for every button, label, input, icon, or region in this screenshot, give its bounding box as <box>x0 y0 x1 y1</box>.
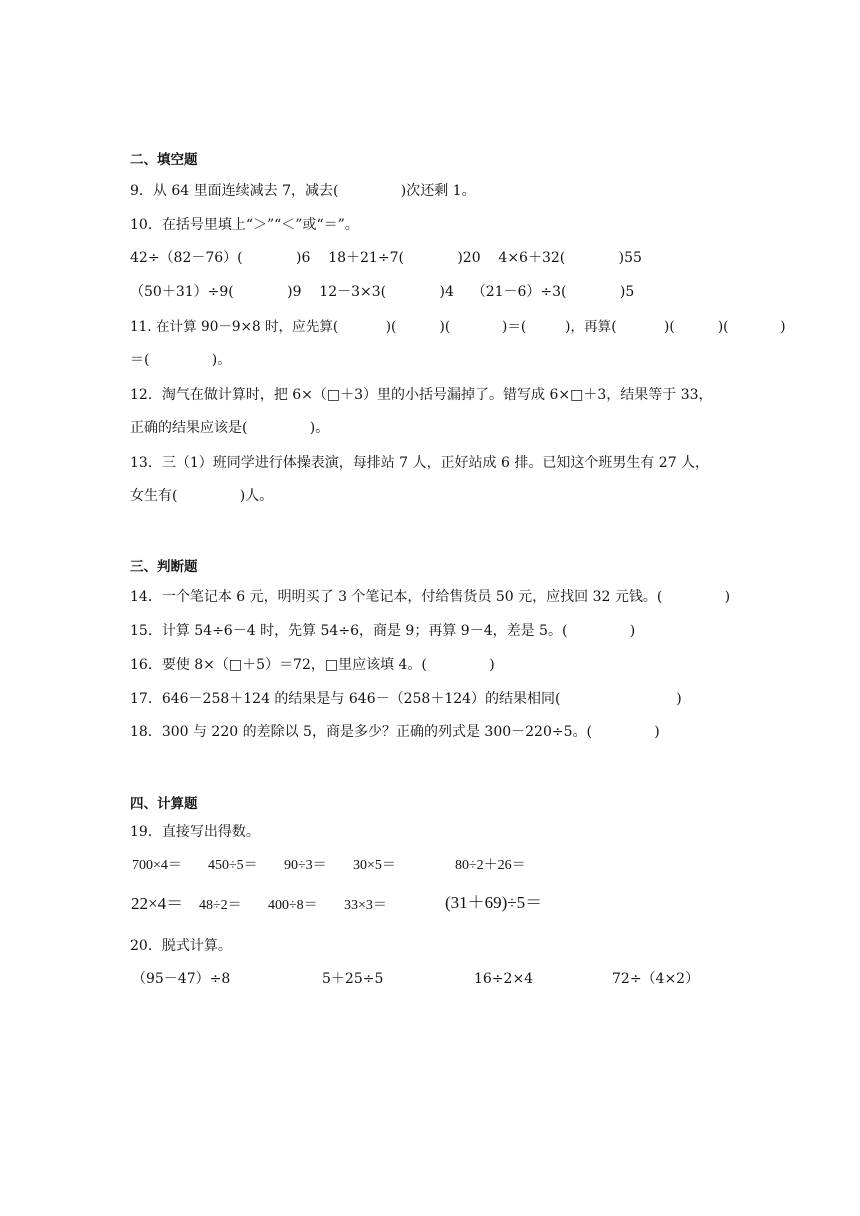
question-11-line-2: ＝( )。 <box>130 352 232 368</box>
calc-item: 450÷5＝ <box>208 858 258 873</box>
calc-item: 22×4＝ <box>131 894 184 913</box>
expression-item: 16÷2×4 <box>474 971 534 987</box>
expression-item: 5＋25÷5 <box>322 971 384 987</box>
question-15: 15．计算 54÷6－4 时，先算 54÷6，商是 9；再算 9－4，差是 5。( ) <box>130 623 636 639</box>
question-13-line-1: 13．三（1）班同学进行体操表演，每排站 7 人，正好站成 6 排。已知这个班男生有 27 人， <box>130 455 710 471</box>
question-9: 9．从 64 里面连续减去 7，减去( )次还剩 1。 <box>130 183 476 199</box>
question-19: 19．直接写出得数。 <box>130 824 260 840</box>
question-13-line-2: 女生有( )人。 <box>130 488 274 504</box>
calc-item: 80÷2＋26＝ <box>455 858 526 873</box>
section-3-heading: 三、判断题 <box>130 559 198 575</box>
calc-item: 90÷3＝ <box>284 858 327 873</box>
calc-item: 700×4＝ <box>132 858 182 873</box>
calc-item: 48÷2＝ <box>199 898 242 913</box>
calc-item: 33×3＝ <box>344 898 387 913</box>
expression-item: 72÷（4×2） <box>612 971 700 987</box>
question-10-row-2: （50＋31）÷9( )9 12－3×3( )4 （21－6）÷3( )5 <box>130 284 635 300</box>
expression-item: （95－47）÷8 <box>132 971 231 987</box>
question-16: 16．要使 8×（□＋5）＝72，□里应该填 4。( ) <box>130 657 495 673</box>
question-10-row-1: 42÷（82－76）( )6 18＋21÷7( )20 4×6＋32( )55 <box>130 250 642 266</box>
question-18: 18．300 与 220 的差除以 5，商是多少？正确的列式是 300－220÷5。( ) <box>130 724 660 740</box>
question-12-line-2: 正确的结果应该是( )。 <box>130 420 330 436</box>
question-17: 17．646－258＋124 的结果是与 646－（258＋124）的结果相同( ) <box>130 691 682 707</box>
section-4-heading: 四、计算题 <box>130 796 198 812</box>
question-20: 20．脱式计算。 <box>130 938 232 954</box>
question-10: 10．在括号里填上“＞”“＜”或“＝”。 <box>130 217 359 233</box>
question-11-line-1: 11. 在计算 90－9×8 时，应先算( )( )( )＝( )，再算( )( )( ) <box>130 319 786 335</box>
calc-item: (31＋69)÷5＝ <box>445 893 543 912</box>
calc-item: 400÷8＝ <box>268 898 318 913</box>
section-2-heading: 二、填空题 <box>130 152 198 168</box>
calc-item: 30×5＝ <box>353 858 396 873</box>
question-14: 14．一个笔记本 6 元，明明买了 3 个笔记本，付给售货员 50 元，应找回 32 元钱。( ) <box>130 589 731 605</box>
question-12-line-1: 12．淘气在做计算时，把 6×（□＋3）里的小括号漏掉了。错写成 6×□＋3，结果等于 33， <box>130 387 713 403</box>
